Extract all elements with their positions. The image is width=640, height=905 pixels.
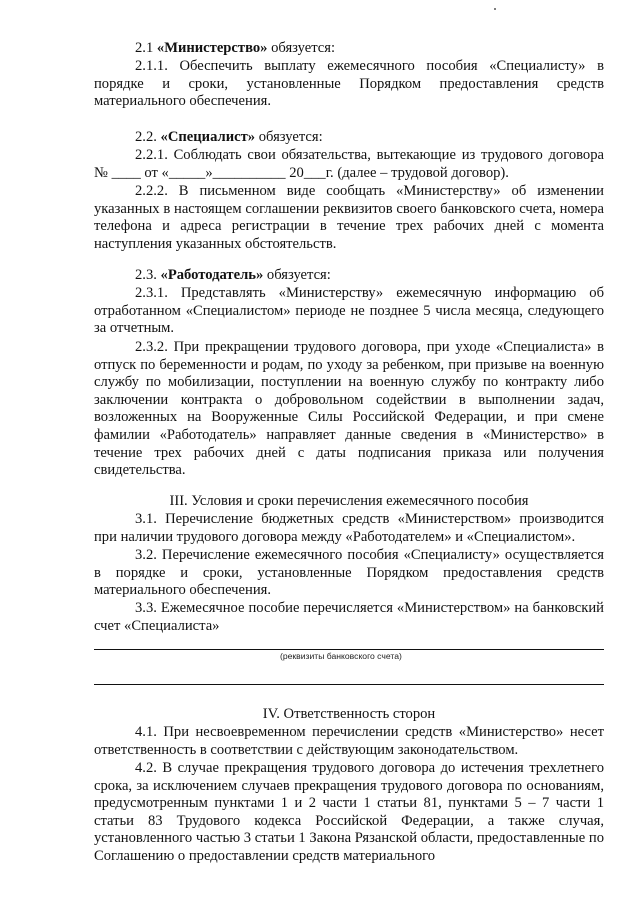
clause-4-2: 4.2. В случае прекращения трудового договора до истечения трехлетнего срока, за исключением случаев прекращения трудового договора по основаниям, предусмотренным пунктами 1 и 2 части 1 статьи 81, пунктами 5 – 7 части 1 статьи 83 Трудового кодекса Российской Федерации, а также случая, установленного частью 3 статьи 1 Закона Рязанской области, предоставленные по Соглашению о предоставлении средств материального <box>94 760 604 864</box>
clause-4-1: 4.1. При несвоевременном перечислении средств «Министерство» несет ответственность в соответствии с действующим законодательством. <box>94 724 604 758</box>
clause-3-1: 3.1. Перечисление бюджетных средств «Министерством» производится при наличии трудового договора между «Работодателем» и «Специалистом». <box>94 511 604 545</box>
bank-details-line <box>94 649 604 650</box>
section-2-3-heading: 2.3. «Работодатель» обязуется: <box>135 267 331 283</box>
bank-details-caption: (реквизиты банковского счета) <box>280 651 402 661</box>
section-3-title: III. Условия и сроки перечисления ежемесячного пособия <box>169 493 529 509</box>
clause-3-2: 3.2. Перечисление ежемесячного пособия «Специалисту» осуществляется в порядке и сроки, установленные Порядком предоставления средств материального обеспечения. <box>94 547 604 599</box>
clause-2-2-1: 2.2.1. Соблюдать свои обязательства, вытекающие из трудового договора № ____ от «_____»__________ 20___г. (далее – трудовой договор). <box>94 147 604 181</box>
scan-speck <box>494 8 496 10</box>
section-2-2-heading: 2.2. «Специалист» обязуется: <box>135 129 323 145</box>
clause-2-3-1: 2.3.1. Представлять «Министерству» ежемесячную информацию об отработанном «Специалистом» периоде не позднее 5 числа месяца, следующего за отчетным. <box>94 285 604 337</box>
bank-details-line-2 <box>94 684 604 685</box>
clause-2-3-2: 2.3.2. При прекращении трудового договора, при уходе «Специалиста» в отпуск по беременности и родам, по уходу за ребенком, при призыве на военную службу по мобилизации, поступлении на военную службу по контракту либо заключении контракта о добровольном содействии в выполнении задач, возложенных на Вооруженные Силы Российской Федерации, и при смене фамилии «Работодатель» направляет данные сведения в «Министерство» в течение трех рабочих дней с даты подписания приказа или получения свидетельства. <box>94 339 604 479</box>
section-4-title: IV. Ответственность сторон <box>262 706 436 722</box>
clause-2-1-1: 2.1.1. Обеспечить выплату ежемесячного пособия «Специалисту» в порядке и сроки, установленные Порядком предоставления средств материального обеспечения. <box>94 58 604 110</box>
clause-2-2-2: 2.2.2. В письменном виде сообщать «Министерству» об изменении указанных в настоящем соглашении реквизитов своего банковского счета, номера телефона и адреса регистрации в течение трех рабочих дней с момента наступления указанных обстоятельств. <box>94 183 604 252</box>
section-2-1-heading: 2.1 «Министерство» обязуется: <box>135 40 336 56</box>
clause-3-3: 3.3. Ежемесячное пособие перечисляется «Министерством» на банковский счет «Специалиста» <box>94 600 604 634</box>
